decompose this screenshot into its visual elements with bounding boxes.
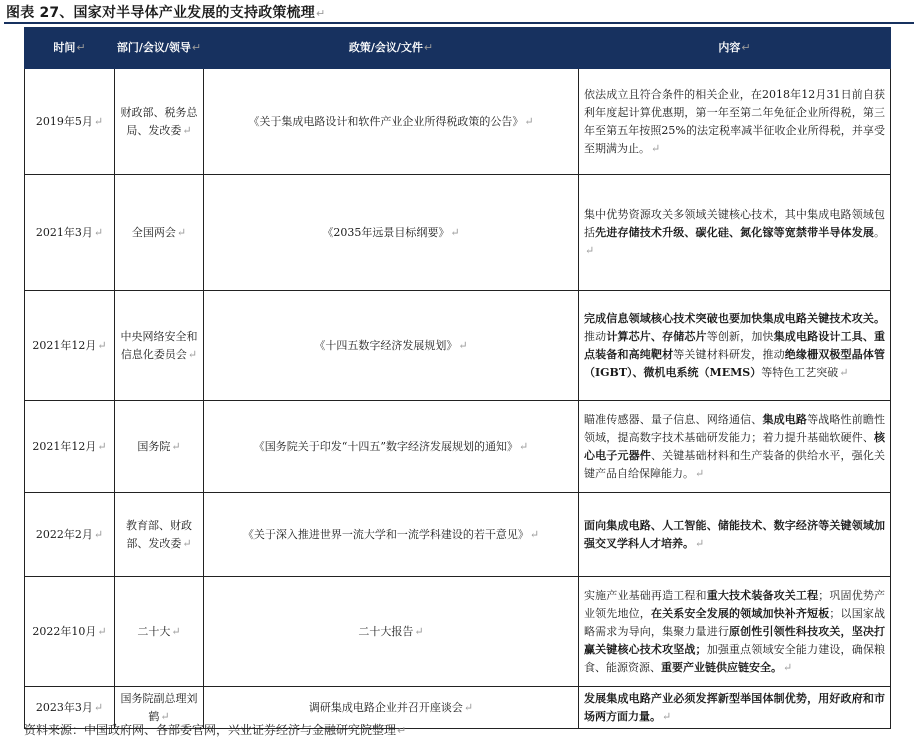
cell-time xyxy=(25,291,115,401)
paragraph-mark: ↵ xyxy=(695,536,705,550)
paragraph-mark: ↵ xyxy=(160,709,170,723)
cell-dept xyxy=(115,493,204,577)
cell-text: ；以国家战略需求为导向，集聚力量进行 xyxy=(584,606,886,638)
paragraph-mark: ↵ xyxy=(450,225,460,239)
paragraph-mark: ↵ xyxy=(585,243,595,257)
cell-text: 全国两会 xyxy=(131,225,176,239)
paragraph-mark: ↵ xyxy=(93,114,104,128)
paragraph-mark: ↵ xyxy=(93,700,104,714)
cell-text: 二十大报告 xyxy=(358,624,414,638)
cell-dept xyxy=(115,291,204,401)
cell-text: 核心电子元器件 xyxy=(584,430,885,462)
cell-text: 2021年12月 xyxy=(32,439,97,453)
cell-text: 计算芯片、存储芯片 xyxy=(606,329,707,343)
cell-dept xyxy=(115,175,204,291)
cell-text: 国务院副总理刘鹤 xyxy=(120,691,198,723)
title-rule xyxy=(4,22,914,24)
cell-text: 二十大 xyxy=(137,624,171,638)
cell-text: 财政部、税务总局、发改委 xyxy=(120,105,198,137)
figure-title: 图表 27、国家对半导体产业发展的支持政策梳理↵ xyxy=(6,5,326,21)
paragraph-mark: ↵ xyxy=(524,114,534,128)
paragraph-mark: ↵ xyxy=(839,365,849,379)
cell-time xyxy=(25,175,115,291)
cell-text: 集成电路设计工具、重点装备和高纯靶材 xyxy=(584,329,886,361)
cell-text: 2022年10月 xyxy=(32,624,97,638)
paragraph-mark: ↵ xyxy=(458,338,468,352)
cell-text: 等特色工艺突破 xyxy=(761,365,839,379)
cell-content xyxy=(579,291,891,401)
cell-text: 实施产业基础再造工程和 xyxy=(584,588,707,602)
cell-content xyxy=(579,401,891,493)
header-time: 时间↵ xyxy=(25,28,115,69)
cell-policy xyxy=(204,291,579,401)
paragraph-mark: ↵ xyxy=(93,527,104,541)
cell-time xyxy=(25,401,115,493)
paragraph-mark: ↵ xyxy=(695,466,705,480)
cell-text: 重大技术装备攻关工程 xyxy=(706,588,819,602)
cell-text: 、关键基础材料和生产装备的供给水平，强化关键产品自给保障能力。 xyxy=(584,448,886,480)
cell-policy xyxy=(204,401,579,493)
cell-text: 集成电路 xyxy=(762,412,808,426)
cell-text: 2019年5月 xyxy=(35,114,93,128)
cell-dept xyxy=(115,69,204,175)
cell-content xyxy=(579,493,891,577)
cell-content xyxy=(579,577,891,687)
paragraph-mark: ↵ xyxy=(97,624,107,638)
table-row xyxy=(25,175,891,291)
cell-text: 《关于集成电路设计和软件产业企业所得税政策的公告》 xyxy=(248,114,524,128)
cell-text: 教育部、财政部、发改委 xyxy=(126,518,192,550)
paragraph-mark: ↵ xyxy=(187,347,198,361)
paragraph-mark: ↵ xyxy=(414,624,424,638)
cell-policy xyxy=(204,493,579,577)
cell-text: 原创性引领性科技攻关 xyxy=(729,624,841,638)
cell-text: ，坚决打赢关键核心技术攻坚战； xyxy=(584,624,886,656)
paragraph-mark: ↵ xyxy=(171,439,181,453)
cell-text: 《国务院关于印发“十四五”数字经济发展规划的通知》 xyxy=(253,439,519,453)
cell-text: 《2035年远景目标纲要》 xyxy=(322,225,450,239)
paragraph-mark: ↵ xyxy=(651,141,661,155)
cell-policy xyxy=(204,69,579,175)
cell-text: 2021年12月 xyxy=(32,338,97,352)
cell-text: 《关于深入推进世界一流大学和一流学科建设的若干意见》 xyxy=(242,527,529,541)
cell-content xyxy=(579,687,891,729)
cell-text: 瞄准传感器、量子信息、网络通信、 xyxy=(584,412,763,426)
header-dept: 部门/会议/领导↵ xyxy=(115,28,204,69)
cell-content xyxy=(579,69,891,175)
cell-text: 国务院 xyxy=(137,439,171,453)
paragraph-mark: ↵ xyxy=(783,660,793,674)
cell-text: 重要产业链供应链安全。 xyxy=(661,660,782,674)
paragraph-mark: ↵ xyxy=(93,225,104,239)
paragraph-mark: ↵ xyxy=(519,439,529,453)
cell-policy xyxy=(204,175,579,291)
source-note: 资料来源：中国政府网、各部委官网，兴业证券经济与金融研究院整理↵ xyxy=(24,723,407,737)
cell-text: 完成信息领域核心技术突破也要加快集成电路关键技术攻关。 xyxy=(584,311,885,325)
paragraph-mark: ↵ xyxy=(97,338,107,352)
cell-text: 中央网络安全和信息化委员会 xyxy=(120,329,198,361)
cell-text: 《十四五数字经济发展规划》 xyxy=(314,338,458,352)
policy-table xyxy=(24,27,891,729)
cell-policy xyxy=(204,577,579,687)
cell-dept xyxy=(115,401,204,493)
paragraph-mark: ↵ xyxy=(182,536,192,550)
cell-text: 2023年3月 xyxy=(35,700,93,714)
table-row xyxy=(25,577,891,687)
table-row xyxy=(25,493,891,577)
paragraph-mark: ↵ xyxy=(463,700,474,714)
cell-text: 绝缘栅双极型晶体管（IGBT）、微机电系统（MEMS） xyxy=(584,347,886,379)
cell-text: 先进存储技术升级、碳化硅、氮化镓等宽禁带半导体发展 xyxy=(595,225,875,239)
cell-text: 集中优势资源攻关多领域关键核心技术，其中集成电路领域包括 xyxy=(584,207,885,239)
table-row xyxy=(25,401,891,493)
cell-text: 在关系安全发展的领域加快补齐短板 xyxy=(650,606,830,620)
table-header-row xyxy=(25,28,891,69)
paragraph-mark: ↵ xyxy=(182,123,192,137)
paragraph-mark: ↵ xyxy=(97,439,107,453)
table-row xyxy=(25,291,891,401)
cell-text: ；巩固优势产业领先地位， xyxy=(584,588,886,620)
cell-text: 2022年2月 xyxy=(35,527,93,541)
cell-text: 等关键材料研发，推动 xyxy=(673,347,785,361)
cell-text: 等创新，加快 xyxy=(706,329,774,343)
cell-time xyxy=(25,493,115,577)
cell-time xyxy=(25,577,115,687)
cell-text: 依法成立且符合条件的相关企业，在2018年12月31日前自获利年度起计算优惠期，第一年至第二年免征企业所得税，第三年至第五年按照25%的法定税率减半征收企业所得税，并享受至期满为止。 xyxy=(584,87,885,155)
cell-time xyxy=(25,69,115,175)
paragraph-mark: ↵ xyxy=(529,527,540,541)
cell-dept xyxy=(115,577,204,687)
header-policy: 政策/会议/文件↵ xyxy=(204,28,579,69)
cell-text: 面向集成电路、人工智能、储能技术、数字经济等关键领域加强交叉学科人才培养。 xyxy=(584,518,885,550)
cell-text: 加强重点领域安全能力建设，确保粮食、能源资源、 xyxy=(584,642,886,674)
cell-text: 调研集成电路企业并召开座谈会 xyxy=(308,700,463,714)
paragraph-mark: ↵ xyxy=(662,709,672,723)
paragraph-mark: ↵ xyxy=(176,225,187,239)
cell-text: 。 xyxy=(874,225,886,239)
cell-text: 2021年3月 xyxy=(35,225,93,239)
cell-content xyxy=(579,175,891,291)
cell-text: 等战略性前瞻性领域，提高数字技术基础研发能力；着力提升基础软硬件、 xyxy=(584,412,886,444)
cell-text: 发展集成电路产业必须发挥新型举国体制优势，用好政府和市场两方面力量。 xyxy=(584,691,885,723)
table-row xyxy=(25,69,891,175)
cell-text: 推动 xyxy=(584,329,607,343)
paragraph-mark: ↵ xyxy=(171,624,181,638)
header-content: 内容↵ xyxy=(579,28,891,69)
